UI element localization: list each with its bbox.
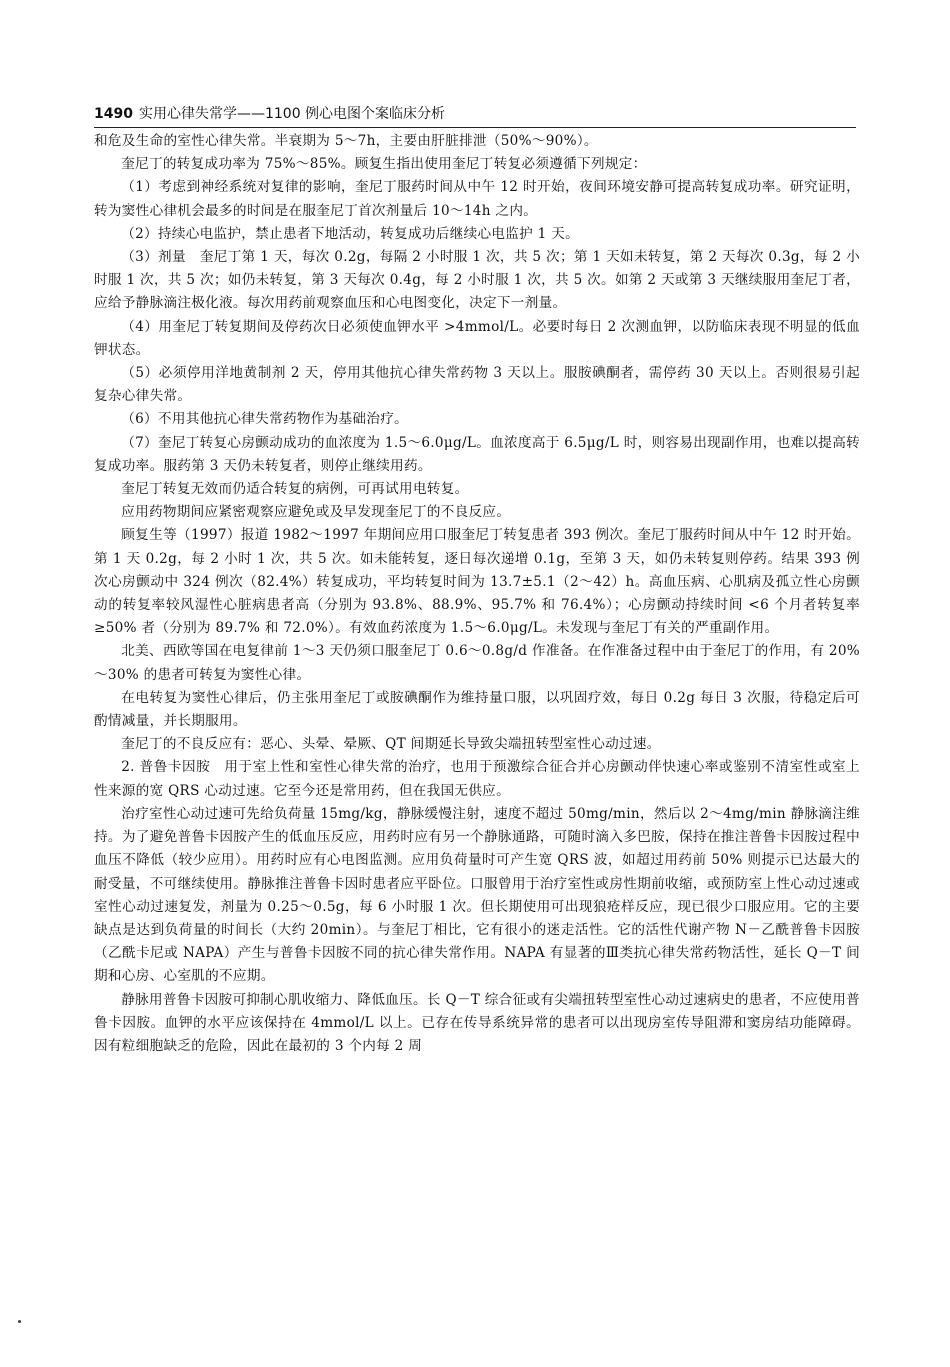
paragraph: 2. 普鲁卡因胺 用于室上性和室性心律失常的治疗，也用于预激综合征合并心房颤动伴快速心率或鉴别不清室性或室上性来源的宽 QRS 心动过速。它至今还是常用药，但在我国无供应。 [94,759,860,799]
body-text [94,130,860,1058]
paragraph: 治疗室性心动过速可先给负荷量 15mg/kg，静脉缓慢注射，速度不超过 50mg/min，然后以 2～4mg/min 静脉滴注维持。为了避免普鲁卡因胺产生的低血压反应，用药时应有另一个静脉通路，可随时滴入多巴胺，保持在推注普鲁卡因胺过程中血压不降低（较少应用）。用药时应有心电图监测。应用负荷量时可产生宽 QRS 波，如超过用药前 50% 则提示已达最大的耐受量，不可继续使用。静脉推注普鲁卡因时患者应平卧位。口服曾用于治疗室性或房性期前收缩，或预防室上性心动过速或室性心动过速复发，剂量为 0.25～0.5g，每 6 小时服 1 次。但长期使用可出现狼疮样反应，现已很少口服应用。它的主要缺点是达到负荷量的时间长（大约 20min）。与奎尼丁相比，它有很小的迷走活性。它的活性代谢产物 N－乙酰普鲁卡因胺（乙酰卡尼或 NAPA）产生与普鲁卡因胺不同的抗心律失常作用。NAPA 有显著的Ⅲ类抗心律失常药物活性，延长 Q－T 间期和心房、心室肌的不应期。 [94,805,860,985]
scan-speck [18,1320,21,1323]
paragraph: （3）剂量 奎尼丁第 1 天，每次 0.2g，每隔 2 小时服 1 次，共 5 次；第 1 天如未转复，第 2 天每次 0.3g，每 2 小时服 1 次，共 5 次；如仍未转复，第 3 天每次 0.4g，每 2 小时服 1 次，共 5 次。如第 2 天或第 3 天继续服用奎尼丁者，应给予静脉滴注极化液。每次用药前观察血压和心电图变化，决定下一剂量。 [94,249,860,312]
paragraph: （6）不用其他抗心律失常药物作为基础治疗。 [121,411,409,428]
paragraph: 应用药物期间应紧密观察应避免或及早发现奎尼丁的不良反应。 [121,504,511,521]
paragraph: 北美、西欧等国在电复律前 1～3 天仍须口服奎尼丁 0.6～0.8g/d 作准备。在作准备过程中由于奎尼丁的作用，有 20%～30% 的患者可转复为窦性心律。 [94,643,860,683]
paragraph: （4）用奎尼丁转复期间及停药次日必须使血钾水平 >4mmol/L。必要时每日 2 次测血钾，以防临床表现不明显的低血钾状态。 [94,318,860,358]
paragraph: （5）必须停用洋地黄制剂 2 天，停用其他抗心律失常药物 3 天以上。服胺碘酮者，需停药 30 天以上。否则很易引起复杂心律失常。 [94,365,860,405]
paragraph: 顾复生等（1997）报道 1982～1997 年期间应用口服奎尼丁转复患者 393 例次。奎尼丁服药时间从中午 12 时开始。第 1 天 0.2g，每 2 小时 1 次，共 5 次。如未能转复，逐日每次递增 0.1g，至第 3 天，如仍未转复则停药。结果 393 例次心房颤动中 324 例次（82.4%）转复成功，平均转复时间为 13.7±5.1（2～42）h。高血压病、心肌病及孤立性心房颤动的转复率较风湿性心脏病患者高（分别为 93.8%、88.9%、95.7% 和 76.4%）；心房颤动持续时间 <6 个月者转复率 ≥50% 者（分别为 89.7% 和 72.0%）。有效血药浓度为 1.5～6.0μg/L。未发现与奎尼丁有关的严重副作用。 [94,527,860,637]
paragraph: 奎尼丁的不良反应有：恶心、头晕、晕厥、QT 间期延长导致尖端扭转型室性心动过速。 [121,736,661,753]
paragraph: 奎尼丁转复无效而仍适合转复的病例，可再试用电转复。 [121,481,469,498]
book-title: 实用心律失常学——1100 例心电图个案临床分析 [138,106,446,122]
paragraph: 和危及生命的室性心律失常。半衰期为 5～7h，主要由肝脏排泄（50%～90%）。 [94,133,598,149]
paragraph: 静脉用普鲁卡因胺可抑制心肌收缩力、降低血压。长 Q－T 综合征或有尖端扭转型室性心动过速病史的患者，不应使用普鲁卡因胺。血钾的水平应该保持在 4mmol/L 以上。已存在传导系统异常的患者可以出现房室传导阻滞和窦房结功能障碍。因有粒细胞缺乏的危险，因此在最初的 3 个内每 2 周 [94,991,860,1054]
paragraph: 奎尼丁的转复成功率为 75%～85%。顾复生指出使用奎尼丁转复必须遵循下列规定： [121,156,647,173]
page-number: 1490 [94,106,133,122]
running-header [94,105,856,129]
header-rule [94,127,856,128]
paragraph: （1）考虑到神经系统对复律的影响，奎尼丁服药时间从中午 12 时开始，夜间环境安静可提高转复成功率。研究证明，转为窦性心律机会最多的时间是在服奎尼丁首次剂量后 10～14h 之内。 [94,179,860,219]
paragraph: （2）持续心电监护，禁止患者下地活动，转复成功后继续心电监护 1 天。 [121,225,580,242]
paragraph: 在电转复为窦性心律后，仍主张用奎尼丁或胺碘酮作为维持量口服，以巩固疗效，每日 0.2g 每日 3 次服，待稳定后可酌情减量，并长期服用。 [94,689,860,730]
paragraph: （7）奎尼丁转复心房颤动成功的血浓度为 1.5～6.0μg/L。血浓度高于 6.5μg/L 时，则容易出现副作用，也难以提高转复成功率。服药第 3 天仍未转复者，则停止继续用药。 [94,434,860,474]
